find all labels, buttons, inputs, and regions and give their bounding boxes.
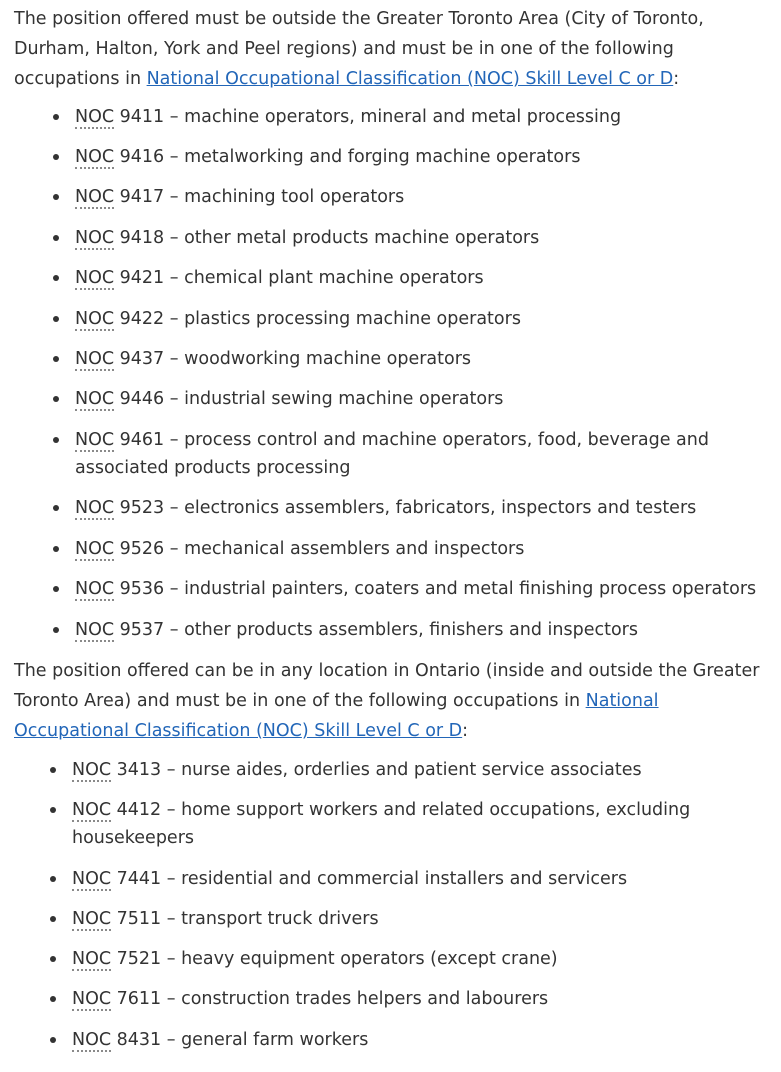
noc-code: 9421	[114, 268, 165, 288]
occupation-description: – heavy equipment operators (except crane)	[161, 949, 558, 969]
bullet-icon	[50, 916, 56, 922]
occupation-description: – transport truck drivers	[161, 909, 379, 929]
noc-code: 9437	[114, 349, 165, 369]
noc-abbr: NOC	[75, 187, 115, 207]
list-item-text	[72, 796, 690, 852]
noc-abbr: NOC	[75, 579, 115, 599]
noc-code: 7441	[111, 869, 162, 889]
occupation-description: – electronics assemblers, fabricators, inspectors and testers	[164, 498, 697, 518]
noc-abbr: NOC	[75, 147, 115, 167]
bullet-icon	[53, 356, 59, 362]
occupation-description: – residential and commercial installers and servicers	[161, 869, 628, 889]
occupation-description-continued: associated products processing	[75, 458, 351, 478]
bullet-icon	[53, 396, 59, 402]
occupation-description: – mechanical assemblers and inspectors	[164, 539, 525, 559]
list-item-text	[75, 143, 580, 171]
list-item-text	[72, 1026, 368, 1054]
noc-abbr: NOC	[75, 349, 115, 369]
noc-abbr: NOC	[72, 1030, 112, 1050]
list-item-text	[72, 945, 558, 973]
occupation-description: – machine operators, mineral and metal processing	[164, 107, 622, 127]
occupation-description: – other products assemblers, finishers and inspectors	[164, 620, 638, 640]
bullet-icon	[50, 767, 56, 773]
bullet-icon	[53, 275, 59, 281]
occupation-description: – metalworking and forging machine operators	[164, 147, 581, 167]
noc-code: 9422	[114, 309, 165, 329]
intro-paragraph-1	[14, 4, 704, 94]
noc-abbr: NOC	[75, 389, 115, 409]
list-item-text	[75, 575, 756, 603]
list-item-text	[75, 264, 484, 292]
noc-abbr: NOC	[72, 800, 112, 820]
noc-classification-link-2a[interactable]: National	[585, 691, 659, 711]
noc-abbr: NOC	[75, 268, 115, 288]
link-2-text-post: ) Skill Level C or D	[301, 721, 463, 741]
occupation-description: – general farm workers	[161, 1030, 369, 1050]
bullet-icon	[53, 154, 59, 160]
noc-code: 9523	[114, 498, 165, 518]
bullet-icon	[53, 194, 59, 200]
list-item-text	[72, 985, 548, 1013]
bullet-icon	[50, 1037, 56, 1043]
bullet-icon	[50, 956, 56, 962]
noc-code: 9536	[114, 579, 165, 599]
bullet-icon	[53, 235, 59, 241]
noc-abbr: NOC	[72, 909, 112, 929]
intro-1-line-3-prefix: occupations in	[14, 69, 147, 89]
noc-abbr: NOC	[72, 949, 112, 969]
list-item-text	[72, 756, 642, 784]
noc-abbr: NOC	[75, 309, 115, 329]
noc-abbr: NOC	[75, 228, 115, 248]
noc-code: 9418	[114, 228, 165, 248]
noc-classification-link-1[interactable]	[147, 69, 674, 89]
occupation-description-continued: housekeepers	[72, 828, 195, 848]
noc-code: 9446	[114, 389, 165, 409]
list-item-text	[75, 345, 471, 373]
list-item-text	[75, 616, 638, 644]
list-item-text	[72, 905, 379, 933]
list-item-text	[75, 385, 503, 413]
link-1-abbr: NOC	[473, 69, 513, 89]
noc-code: 9411	[114, 107, 165, 127]
occupation-description: – construction trades helpers and labourers	[161, 989, 549, 1009]
noc-abbr: NOC	[75, 430, 115, 450]
list-item-text	[75, 535, 524, 563]
list-item-text	[75, 305, 521, 333]
noc-code: 4412	[111, 800, 162, 820]
occupation-description: – industrial sewing machine operators	[164, 389, 504, 409]
intro-1-line-2: Durham, Halton, York and Peel regions) and must be in one of the following	[14, 39, 674, 59]
bullet-icon	[53, 437, 59, 443]
noc-classification-link-2b[interactable]	[14, 721, 462, 741]
noc-abbr: NOC	[75, 107, 115, 127]
list-item-text	[75, 494, 696, 522]
bullet-icon	[50, 876, 56, 882]
bullet-icon	[50, 996, 56, 1002]
link-1-text-pre: National Occupational Classification (	[146, 69, 474, 89]
noc-abbr: NOC	[75, 539, 115, 559]
intro-2-line-1: The position offered can be in any location in Ontario (inside and outside the Greater	[14, 661, 760, 681]
noc-abbr: NOC	[72, 869, 112, 889]
noc-code: 7511	[111, 909, 162, 929]
occupation-description: – nurse aides, orderlies and patient service associates	[161, 760, 642, 780]
occupation-description: – home support workers and related occupations, excluding	[161, 800, 691, 820]
link-2-text-pre: Occupational Classification (	[14, 721, 263, 741]
noc-code: 9416	[114, 147, 165, 167]
noc-abbr: NOC	[72, 989, 112, 1009]
list-item-text	[75, 103, 621, 131]
bullet-icon	[53, 627, 59, 633]
bullet-icon	[53, 586, 59, 592]
list-item-text	[75, 426, 709, 482]
occupation-description: – other metal products machine operators	[164, 228, 540, 248]
list-item-text	[72, 865, 627, 893]
intro-1-line-1: The position offered must be outside the Greater Toronto Area (City of Toronto,	[14, 9, 704, 29]
bullet-icon	[53, 546, 59, 552]
bullet-icon	[53, 114, 59, 120]
occupation-description: – chemical plant machine operators	[164, 268, 484, 288]
occupation-description: – industrial painters, coaters and metal finishing process operators	[164, 579, 757, 599]
link-1-text-post: ) Skill Level C or D	[512, 69, 674, 89]
noc-code: 7521	[111, 949, 162, 969]
list-item-text	[75, 183, 404, 211]
noc-code: 9461	[114, 430, 165, 450]
occupation-description: – woodworking machine operators	[164, 349, 472, 369]
bullet-icon	[50, 807, 56, 813]
noc-abbr: NOC	[72, 760, 112, 780]
noc-code: 9526	[114, 539, 165, 559]
link-2-abbr: NOC	[262, 721, 302, 741]
intro-2-colon: :	[462, 721, 469, 741]
noc-code: 8431	[111, 1030, 162, 1050]
noc-code: 7611	[111, 989, 162, 1009]
noc-code: 9417	[114, 187, 165, 207]
noc-abbr: NOC	[75, 498, 115, 518]
noc-abbr: NOC	[75, 620, 115, 640]
bullet-icon	[53, 505, 59, 511]
noc-code: 9537	[114, 620, 165, 640]
noc-code: 3413	[111, 760, 162, 780]
occupation-description: – plastics processing machine operators	[164, 309, 521, 329]
list-item-text	[75, 224, 539, 252]
occupation-description: – process control and machine operators, food, beverage and	[164, 430, 709, 450]
intro-1-colon: :	[673, 69, 680, 89]
occupation-description: – machining tool operators	[164, 187, 405, 207]
bullet-icon	[53, 316, 59, 322]
intro-2-line-2-prefix: Toronto Area) and must be in one of the following occupations in	[14, 691, 586, 711]
intro-paragraph-2	[14, 656, 759, 746]
